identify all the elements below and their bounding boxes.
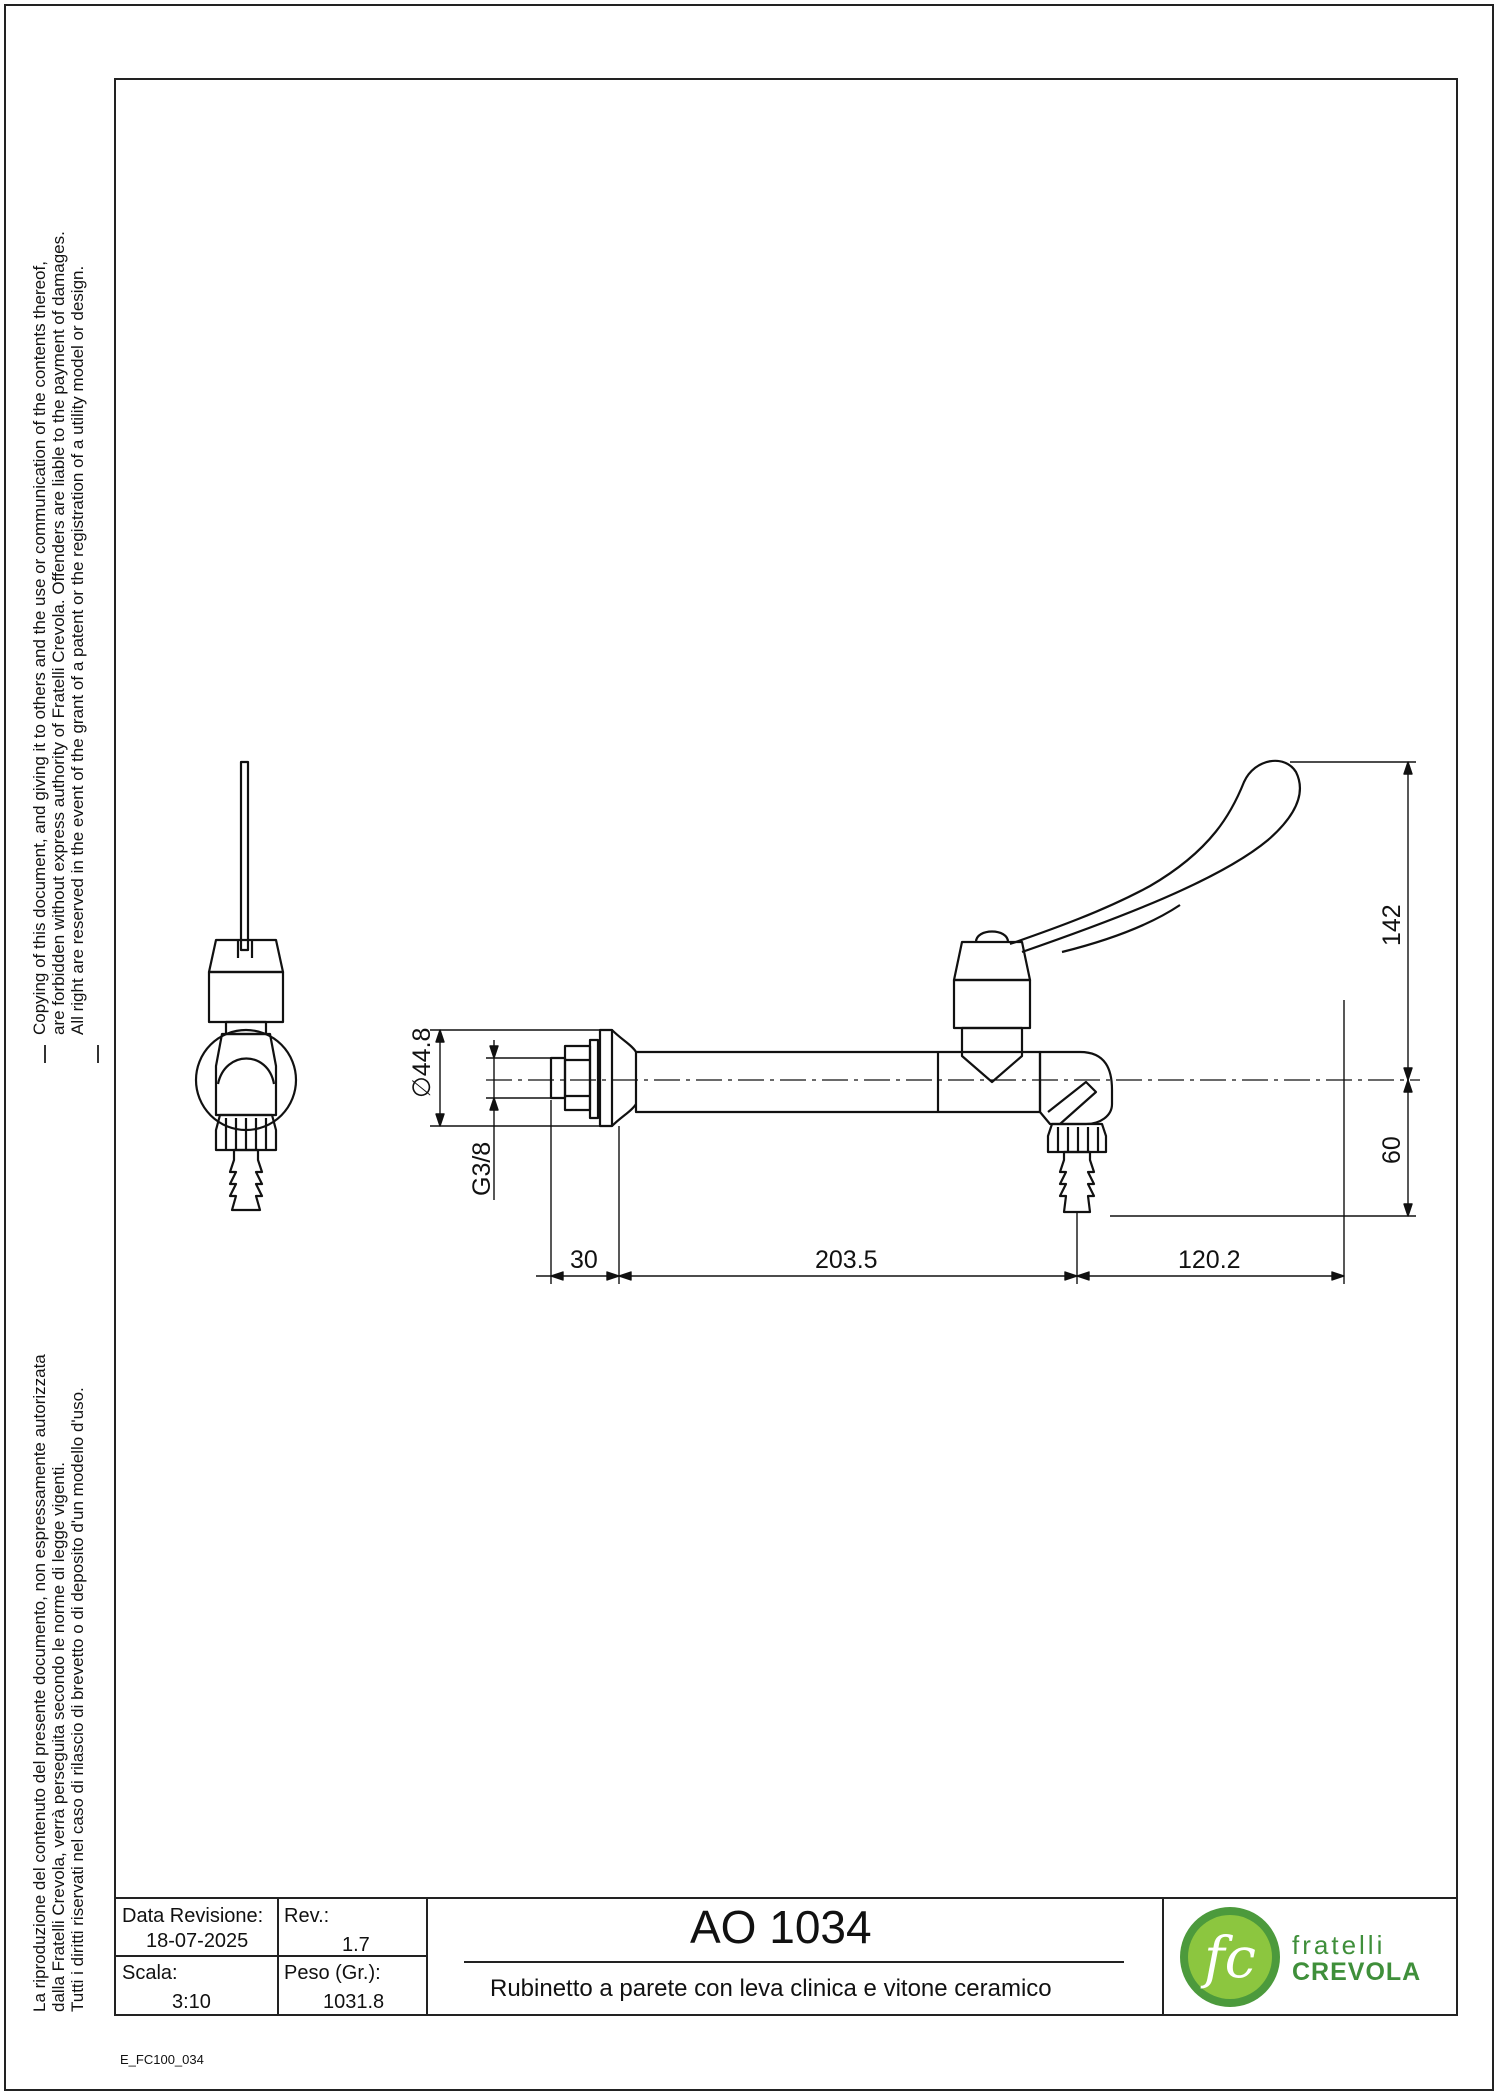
front-body (216, 1034, 276, 1115)
side-wall-flange (600, 1030, 612, 1126)
front-head-top (209, 940, 283, 972)
side-connector-nipple (551, 1058, 565, 1098)
rev-value: 1.7 (342, 1934, 370, 1956)
side-elbow (1040, 1052, 1112, 1124)
dim-wall-offset-label: 30 (570, 1246, 598, 1274)
notice-en-line-1: Copying of this document, and giving it to others and the use or communication of the contents thereof, (30, 261, 49, 1035)
side-hex-nut (565, 1046, 590, 1110)
tb-row-divider (116, 1955, 426, 1957)
weight-value: 1031.8 (323, 1991, 385, 2013)
dim-thread-label: G3/8 (468, 1141, 496, 1196)
revision-date-value: 18-07-2025 (146, 1930, 249, 1952)
revision-date-label: Data Revisione: (122, 1905, 264, 1927)
fratelli-crevola-logo-icon (1176, 1905, 1286, 2009)
scale-label: Scala: (122, 1962, 178, 1984)
logo-word-crevola: CREVOLA (1292, 1958, 1422, 1986)
front-view (196, 762, 296, 1210)
notice-it-line-2: dalla Fratelli Crevola, verrà perseguita secondo le norme di legge vigenti. (49, 1462, 68, 2012)
front-head-body (209, 972, 283, 1022)
rev-label: Rev.: (284, 1905, 330, 1927)
side-washer (590, 1040, 598, 1118)
side-hose-barb (1060, 1152, 1094, 1212)
side-view (551, 761, 1300, 1212)
tb-title-underline (464, 1961, 1124, 1963)
logo-word-fratelli: fratelli (1292, 1930, 1386, 1960)
dim-outlet-depth-label: 60 (1378, 1136, 1406, 1164)
tb-divider-2 (426, 1899, 428, 2014)
front-hose-barb (230, 1150, 262, 1210)
logo-monogram: fc (1203, 1926, 1257, 1991)
weight-label: Peso (Gr.): (284, 1962, 381, 1984)
notice-it-line-1: La riproduzione del contenuto del presente documento, non espressamente autorizzata (30, 1354, 49, 2012)
scale-value: 3:10 (172, 1991, 211, 2013)
dim-lever-height-label: 142 (1378, 904, 1406, 946)
front-lever-blade (241, 762, 248, 950)
notice-it-line-3: Tutti i diritti riservati nel caso di rilascio di brevetto o di deposito d'un modello d'uso. (68, 1387, 87, 2012)
side-valve-body (962, 1028, 1022, 1082)
product-description: Rubinetto a parete con leva clinica e vitone ceramico (490, 1975, 1052, 2002)
dim-diameter-label: ∅44.8 (408, 1027, 436, 1098)
side-head-body (954, 980, 1030, 1028)
side-clinical-lever (1010, 761, 1300, 952)
dim-outlet-distance-label: 120.2 (1178, 1246, 1241, 1274)
product-code: AO 1034 (690, 1901, 872, 1953)
notice-en-line-3: All right are reserved in the event of the grant of a patent or the registration of a utility model or design. (68, 265, 87, 1035)
notice-en-line-2: are forbidden without express authority of Fratelli Crevola. Offenders are liable to the payment of damages. (49, 231, 68, 1035)
side-head-top (954, 942, 1030, 980)
tb-divider-3 (1162, 1899, 1164, 2014)
dim-spout-length-label: 203.5 (815, 1246, 878, 1274)
document-id: E_FC100_034 (120, 2052, 204, 2067)
side-spout-tube (636, 1052, 1040, 1112)
